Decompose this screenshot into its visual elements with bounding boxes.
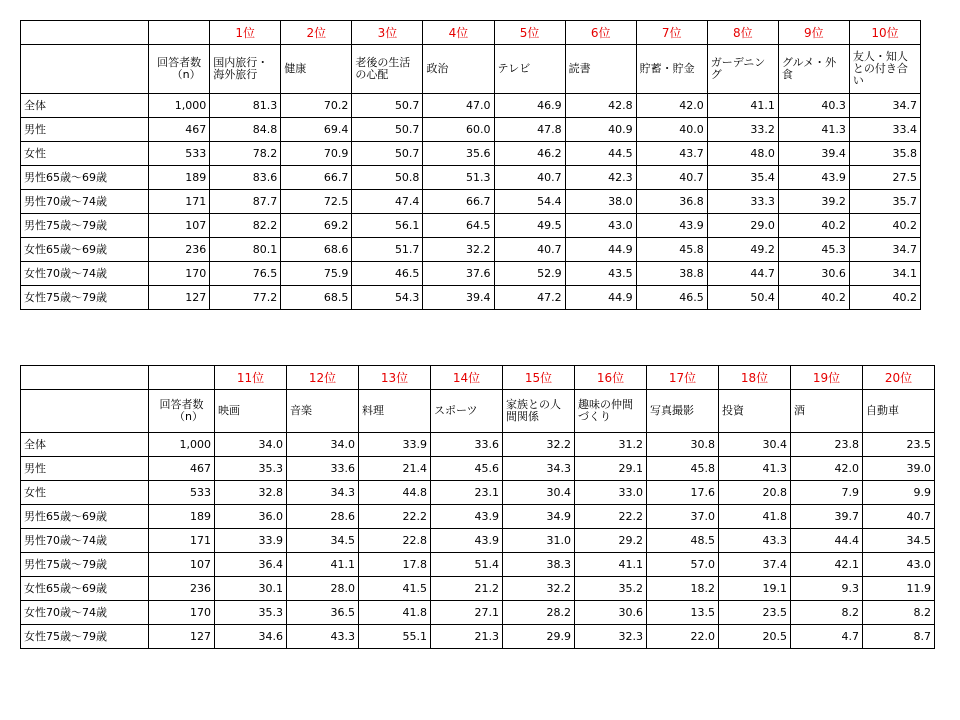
percent-cell: 42.1 bbox=[791, 553, 863, 577]
table-body bbox=[21, 21, 921, 310]
percent-cell: 34.5 bbox=[863, 529, 935, 553]
rank-cell: 8位 bbox=[707, 21, 778, 45]
percent-cell: 46.5 bbox=[636, 286, 707, 310]
percent-cell: 34.0 bbox=[287, 433, 359, 457]
percent-cell: 41.3 bbox=[778, 118, 849, 142]
percent-cell: 34.7 bbox=[849, 94, 920, 118]
percent-cell: 21.2 bbox=[431, 577, 503, 601]
percent-cell: 41.1 bbox=[287, 553, 359, 577]
percent-cell: 40.2 bbox=[778, 214, 849, 238]
percent-cell: 4.7 bbox=[791, 625, 863, 649]
percent-cell: 37.0 bbox=[647, 505, 719, 529]
percent-cell: 40.7 bbox=[494, 166, 565, 190]
respondents-count: 170 bbox=[149, 262, 210, 286]
percent-cell: 41.3 bbox=[719, 457, 791, 481]
percent-cell: 52.9 bbox=[494, 262, 565, 286]
respondents-count: 107 bbox=[149, 553, 215, 577]
rank-cell: 14位 bbox=[431, 366, 503, 390]
percent-cell: 33.6 bbox=[287, 457, 359, 481]
percent-cell: 33.9 bbox=[359, 433, 431, 457]
row-label: 女性65歳～69歳 bbox=[21, 238, 149, 262]
corner-cell bbox=[21, 21, 149, 45]
percent-cell: 33.2 bbox=[707, 118, 778, 142]
percent-cell: 28.0 bbox=[287, 577, 359, 601]
percent-cell: 47.0 bbox=[423, 94, 494, 118]
table-row bbox=[21, 505, 935, 529]
percent-cell: 43.9 bbox=[778, 166, 849, 190]
percent-cell: 48.0 bbox=[707, 142, 778, 166]
table-row bbox=[21, 625, 935, 649]
respondents-label: 回答者数 bbox=[157, 56, 202, 69]
percent-cell: 44.7 bbox=[707, 262, 778, 286]
respondents-count: 170 bbox=[149, 601, 215, 625]
percent-cell: 23.5 bbox=[863, 433, 935, 457]
column-header: 友人・知人との付き合い bbox=[849, 45, 920, 94]
percent-cell: 45.8 bbox=[647, 457, 719, 481]
percent-cell: 34.0 bbox=[215, 433, 287, 457]
row-label: 全体 bbox=[21, 94, 149, 118]
column-header: 貯蓄・貯金 bbox=[636, 45, 707, 94]
table-row bbox=[21, 529, 935, 553]
respondents-count: 467 bbox=[149, 457, 215, 481]
percent-cell: 40.7 bbox=[863, 505, 935, 529]
row-label: 男性75歳～79歳 bbox=[21, 553, 149, 577]
row-label: 男性75歳～79歳 bbox=[21, 214, 149, 238]
percent-cell: 50.7 bbox=[352, 118, 423, 142]
column-header: 自動車 bbox=[863, 390, 935, 433]
rank-cell: 18位 bbox=[719, 366, 791, 390]
percent-cell: 40.7 bbox=[494, 238, 565, 262]
percent-cell: 36.5 bbox=[287, 601, 359, 625]
row-label: 女性 bbox=[21, 142, 149, 166]
table-row bbox=[21, 553, 935, 577]
percent-cell: 22.0 bbox=[647, 625, 719, 649]
respondents-count: 189 bbox=[149, 505, 215, 529]
percent-cell: 43.5 bbox=[565, 262, 636, 286]
percent-cell: 18.2 bbox=[647, 577, 719, 601]
percent-cell: 21.3 bbox=[431, 625, 503, 649]
percent-cell: 43.3 bbox=[287, 625, 359, 649]
corner-cell bbox=[21, 390, 149, 433]
table-row bbox=[21, 601, 935, 625]
percent-cell: 20.5 bbox=[719, 625, 791, 649]
percent-cell: 37.6 bbox=[423, 262, 494, 286]
percent-cell: 40.2 bbox=[849, 214, 920, 238]
percent-cell: 34.7 bbox=[849, 238, 920, 262]
percent-cell: 72.5 bbox=[281, 190, 352, 214]
row-label: 女性70歳～74歳 bbox=[21, 262, 149, 286]
percent-cell: 44.9 bbox=[565, 286, 636, 310]
percent-cell: 8.2 bbox=[863, 601, 935, 625]
percent-cell: 30.4 bbox=[719, 433, 791, 457]
percent-cell: 34.6 bbox=[215, 625, 287, 649]
rank-row bbox=[21, 21, 921, 45]
column-header: 老後の生活の心配 bbox=[352, 45, 423, 94]
respondents-n-label: （n） bbox=[171, 68, 201, 81]
percent-cell: 69.4 bbox=[281, 118, 352, 142]
percent-cell: 38.0 bbox=[565, 190, 636, 214]
percent-cell: 49.5 bbox=[494, 214, 565, 238]
percent-cell: 80.1 bbox=[210, 238, 281, 262]
row-label: 全体 bbox=[21, 433, 149, 457]
percent-cell: 43.7 bbox=[636, 142, 707, 166]
percent-cell: 31.2 bbox=[575, 433, 647, 457]
table-row bbox=[21, 433, 935, 457]
column-header: 読書 bbox=[565, 45, 636, 94]
percent-cell: 68.6 bbox=[281, 238, 352, 262]
rank-cell: 16位 bbox=[575, 366, 647, 390]
percent-cell: 50.4 bbox=[707, 286, 778, 310]
percent-cell: 29.1 bbox=[575, 457, 647, 481]
percent-cell: 68.5 bbox=[281, 286, 352, 310]
percent-cell: 34.3 bbox=[287, 481, 359, 505]
percent-cell: 33.4 bbox=[849, 118, 920, 142]
table-row bbox=[21, 214, 921, 238]
percent-cell: 78.2 bbox=[210, 142, 281, 166]
percent-cell: 30.6 bbox=[778, 262, 849, 286]
respondents-count: 127 bbox=[149, 625, 215, 649]
percent-cell: 35.3 bbox=[215, 601, 287, 625]
percent-cell: 70.9 bbox=[281, 142, 352, 166]
percent-cell: 76.5 bbox=[210, 262, 281, 286]
percent-cell: 83.6 bbox=[210, 166, 281, 190]
percent-cell: 45.8 bbox=[636, 238, 707, 262]
percent-cell: 41.1 bbox=[575, 553, 647, 577]
percent-cell: 41.1 bbox=[707, 94, 778, 118]
respondents-header bbox=[149, 390, 215, 433]
percent-cell: 8.2 bbox=[791, 601, 863, 625]
percent-cell: 43.9 bbox=[431, 505, 503, 529]
percent-cell: 81.3 bbox=[210, 94, 281, 118]
percent-cell: 38.8 bbox=[636, 262, 707, 286]
percent-cell: 13.5 bbox=[647, 601, 719, 625]
percent-cell: 27.1 bbox=[431, 601, 503, 625]
rank-cell: 10位 bbox=[849, 21, 920, 45]
percent-cell: 40.2 bbox=[778, 286, 849, 310]
rank-cell: 1位 bbox=[210, 21, 281, 45]
rank-cell: 19位 bbox=[791, 366, 863, 390]
percent-cell: 47.2 bbox=[494, 286, 565, 310]
percent-cell: 47.4 bbox=[352, 190, 423, 214]
percent-cell: 32.8 bbox=[215, 481, 287, 505]
row-label: 男性70歳～74歳 bbox=[21, 190, 149, 214]
respondents-count: 107 bbox=[149, 214, 210, 238]
percent-cell: 49.2 bbox=[707, 238, 778, 262]
percent-cell: 33.3 bbox=[707, 190, 778, 214]
percent-cell: 57.0 bbox=[647, 553, 719, 577]
percent-cell: 40.3 bbox=[778, 94, 849, 118]
percent-cell: 23.8 bbox=[791, 433, 863, 457]
percent-cell: 32.2 bbox=[503, 577, 575, 601]
respondents-count: 533 bbox=[149, 481, 215, 505]
percent-cell: 55.1 bbox=[359, 625, 431, 649]
table-row bbox=[21, 481, 935, 505]
percent-cell: 44.5 bbox=[565, 142, 636, 166]
percent-cell: 30.8 bbox=[647, 433, 719, 457]
percent-cell: 35.8 bbox=[849, 142, 920, 166]
percent-cell: 30.1 bbox=[215, 577, 287, 601]
table-body bbox=[21, 366, 935, 649]
respondents-count: 236 bbox=[149, 238, 210, 262]
header-row bbox=[21, 390, 935, 433]
percent-cell: 40.7 bbox=[636, 166, 707, 190]
percent-cell: 9.9 bbox=[863, 481, 935, 505]
percent-cell: 27.5 bbox=[849, 166, 920, 190]
percent-cell: 54.4 bbox=[494, 190, 565, 214]
row-label: 女性65歳～69歳 bbox=[21, 577, 149, 601]
row-label: 男性70歳～74歳 bbox=[21, 529, 149, 553]
column-header: 政治 bbox=[423, 45, 494, 94]
percent-cell: 35.7 bbox=[849, 190, 920, 214]
column-header: 健康 bbox=[281, 45, 352, 94]
percent-cell: 17.8 bbox=[359, 553, 431, 577]
percent-cell: 46.9 bbox=[494, 94, 565, 118]
rank-row bbox=[21, 366, 935, 390]
respondents-count: 127 bbox=[149, 286, 210, 310]
percent-cell: 69.2 bbox=[281, 214, 352, 238]
percent-cell: 51.3 bbox=[423, 166, 494, 190]
percent-cell: 34.9 bbox=[503, 505, 575, 529]
table-row bbox=[21, 262, 921, 286]
percent-cell: 34.1 bbox=[849, 262, 920, 286]
percent-cell: 35.4 bbox=[707, 166, 778, 190]
percent-cell: 28.2 bbox=[503, 601, 575, 625]
respondents-count: 171 bbox=[149, 190, 210, 214]
row-label: 女性 bbox=[21, 481, 149, 505]
table-row bbox=[21, 166, 921, 190]
percent-cell: 8.7 bbox=[863, 625, 935, 649]
percent-cell: 39.4 bbox=[423, 286, 494, 310]
percent-cell: 75.9 bbox=[281, 262, 352, 286]
percent-cell: 36.8 bbox=[636, 190, 707, 214]
rank-cell: 20位 bbox=[863, 366, 935, 390]
percent-cell: 40.0 bbox=[636, 118, 707, 142]
percent-cell: 28.6 bbox=[287, 505, 359, 529]
percent-cell: 39.0 bbox=[863, 457, 935, 481]
rank-cell: 17位 bbox=[647, 366, 719, 390]
header-row bbox=[21, 45, 921, 94]
respondents-count: 467 bbox=[149, 118, 210, 142]
column-header: 投資 bbox=[719, 390, 791, 433]
row-label: 男性65歳～69歳 bbox=[21, 166, 149, 190]
percent-cell: 32.3 bbox=[575, 625, 647, 649]
percent-cell: 22.8 bbox=[359, 529, 431, 553]
percent-cell: 32.2 bbox=[423, 238, 494, 262]
rank-cell: 3位 bbox=[352, 21, 423, 45]
percent-cell: 40.2 bbox=[849, 286, 920, 310]
respondents-n-label: （n） bbox=[174, 410, 203, 423]
column-header: 音楽 bbox=[287, 390, 359, 433]
percent-cell: 17.6 bbox=[647, 481, 719, 505]
percent-cell: 43.9 bbox=[636, 214, 707, 238]
percent-cell: 21.4 bbox=[359, 457, 431, 481]
percent-cell: 54.3 bbox=[352, 286, 423, 310]
percent-cell: 77.2 bbox=[210, 286, 281, 310]
percent-cell: 36.4 bbox=[215, 553, 287, 577]
row-label: 男性 bbox=[21, 118, 149, 142]
percent-cell: 50.7 bbox=[352, 94, 423, 118]
table-row bbox=[21, 238, 921, 262]
corner-cell bbox=[149, 366, 215, 390]
column-header: 映画 bbox=[215, 390, 287, 433]
percent-cell: 47.8 bbox=[494, 118, 565, 142]
percent-cell: 70.2 bbox=[281, 94, 352, 118]
rank-cell: 15位 bbox=[503, 366, 575, 390]
percent-cell: 42.3 bbox=[565, 166, 636, 190]
percent-cell: 29.9 bbox=[503, 625, 575, 649]
percent-cell: 66.7 bbox=[423, 190, 494, 214]
respondents-header bbox=[149, 45, 210, 94]
percent-cell: 20.8 bbox=[719, 481, 791, 505]
percent-cell: 39.4 bbox=[778, 142, 849, 166]
percent-cell: 34.3 bbox=[503, 457, 575, 481]
column-header: 料理 bbox=[359, 390, 431, 433]
percent-cell: 7.9 bbox=[791, 481, 863, 505]
respondents-count: 1,000 bbox=[149, 94, 210, 118]
rank-cell: 11位 bbox=[215, 366, 287, 390]
row-label: 女性70歳～74歳 bbox=[21, 601, 149, 625]
percent-cell: 29.2 bbox=[575, 529, 647, 553]
rank-cell: 5位 bbox=[494, 21, 565, 45]
table-row bbox=[21, 457, 935, 481]
percent-cell: 36.0 bbox=[215, 505, 287, 529]
percent-cell: 44.4 bbox=[791, 529, 863, 553]
percent-cell: 41.5 bbox=[359, 577, 431, 601]
percent-cell: 56.1 bbox=[352, 214, 423, 238]
column-header: 家族との人間関係 bbox=[503, 390, 575, 433]
percent-cell: 33.6 bbox=[431, 433, 503, 457]
column-header: 趣味の仲間づくり bbox=[575, 390, 647, 433]
column-header: 写真撮影 bbox=[647, 390, 719, 433]
percent-cell: 33.9 bbox=[215, 529, 287, 553]
percent-cell: 35.6 bbox=[423, 142, 494, 166]
percent-cell: 30.6 bbox=[575, 601, 647, 625]
percent-cell: 29.0 bbox=[707, 214, 778, 238]
corner-cell bbox=[21, 366, 149, 390]
respondents-count: 236 bbox=[149, 577, 215, 601]
row-label: 男性 bbox=[21, 457, 149, 481]
table-row bbox=[21, 142, 921, 166]
column-header: グルメ・外食 bbox=[778, 45, 849, 94]
respondents-label: 回答者数 bbox=[159, 398, 204, 411]
percent-cell: 64.5 bbox=[423, 214, 494, 238]
rank-cell: 12位 bbox=[287, 366, 359, 390]
percent-cell: 44.9 bbox=[565, 238, 636, 262]
percent-cell: 9.3 bbox=[791, 577, 863, 601]
rank-cell: 2位 bbox=[281, 21, 352, 45]
percent-cell: 43.0 bbox=[863, 553, 935, 577]
row-label: 女性75歳～79歳 bbox=[21, 286, 149, 310]
percent-cell: 39.2 bbox=[778, 190, 849, 214]
percent-cell: 44.8 bbox=[359, 481, 431, 505]
corner-cell bbox=[149, 21, 210, 45]
respondents-count: 533 bbox=[149, 142, 210, 166]
percent-cell: 41.8 bbox=[359, 601, 431, 625]
percent-cell: 22.2 bbox=[575, 505, 647, 529]
corner-cell bbox=[21, 45, 149, 94]
percent-cell: 42.8 bbox=[565, 94, 636, 118]
percent-cell: 40.9 bbox=[565, 118, 636, 142]
percent-cell: 37.4 bbox=[719, 553, 791, 577]
rank-cell: 6位 bbox=[565, 21, 636, 45]
percent-cell: 51.4 bbox=[431, 553, 503, 577]
percent-cell: 41.8 bbox=[719, 505, 791, 529]
percent-cell: 50.7 bbox=[352, 142, 423, 166]
percent-cell: 30.4 bbox=[503, 481, 575, 505]
ranking-table-bottom bbox=[20, 365, 935, 649]
rank-cell: 9位 bbox=[778, 21, 849, 45]
row-label: 男性65歳～69歳 bbox=[21, 505, 149, 529]
percent-cell: 50.8 bbox=[352, 166, 423, 190]
percent-cell: 23.5 bbox=[719, 601, 791, 625]
column-header: テレビ bbox=[494, 45, 565, 94]
ranking-table-top bbox=[20, 20, 921, 310]
respondents-count: 171 bbox=[149, 529, 215, 553]
percent-cell: 43.3 bbox=[719, 529, 791, 553]
column-header: 酒 bbox=[791, 390, 863, 433]
table-row bbox=[21, 286, 921, 310]
percent-cell: 48.5 bbox=[647, 529, 719, 553]
rank-cell: 7位 bbox=[636, 21, 707, 45]
percent-cell: 39.7 bbox=[791, 505, 863, 529]
percent-cell: 43.9 bbox=[431, 529, 503, 553]
column-header: 国内旅行・海外旅行 bbox=[210, 45, 281, 94]
percent-cell: 42.0 bbox=[636, 94, 707, 118]
percent-cell: 31.0 bbox=[503, 529, 575, 553]
percent-cell: 51.7 bbox=[352, 238, 423, 262]
percent-cell: 43.0 bbox=[565, 214, 636, 238]
percent-cell: 23.1 bbox=[431, 481, 503, 505]
table-row bbox=[21, 94, 921, 118]
rank-cell: 4位 bbox=[423, 21, 494, 45]
column-header: スポーツ bbox=[431, 390, 503, 433]
respondents-count: 189 bbox=[149, 166, 210, 190]
table-row bbox=[21, 118, 921, 142]
percent-cell: 22.2 bbox=[359, 505, 431, 529]
percent-cell: 45.6 bbox=[431, 457, 503, 481]
percent-cell: 35.3 bbox=[215, 457, 287, 481]
column-header: ガーデニング bbox=[707, 45, 778, 94]
percent-cell: 34.5 bbox=[287, 529, 359, 553]
percent-cell: 45.3 bbox=[778, 238, 849, 262]
percent-cell: 87.7 bbox=[210, 190, 281, 214]
respondents-count: 1,000 bbox=[149, 433, 215, 457]
percent-cell: 82.2 bbox=[210, 214, 281, 238]
percent-cell: 84.8 bbox=[210, 118, 281, 142]
percent-cell: 19.1 bbox=[719, 577, 791, 601]
percent-cell: 66.7 bbox=[281, 166, 352, 190]
table-row bbox=[21, 190, 921, 214]
table-row bbox=[21, 577, 935, 601]
percent-cell: 42.0 bbox=[791, 457, 863, 481]
percent-cell: 35.2 bbox=[575, 577, 647, 601]
percent-cell: 60.0 bbox=[423, 118, 494, 142]
percent-cell: 38.3 bbox=[503, 553, 575, 577]
percent-cell: 46.5 bbox=[352, 262, 423, 286]
rank-cell: 13位 bbox=[359, 366, 431, 390]
percent-cell: 46.2 bbox=[494, 142, 565, 166]
percent-cell: 33.0 bbox=[575, 481, 647, 505]
row-label: 女性75歳～79歳 bbox=[21, 625, 149, 649]
percent-cell: 11.9 bbox=[863, 577, 935, 601]
percent-cell: 32.2 bbox=[503, 433, 575, 457]
